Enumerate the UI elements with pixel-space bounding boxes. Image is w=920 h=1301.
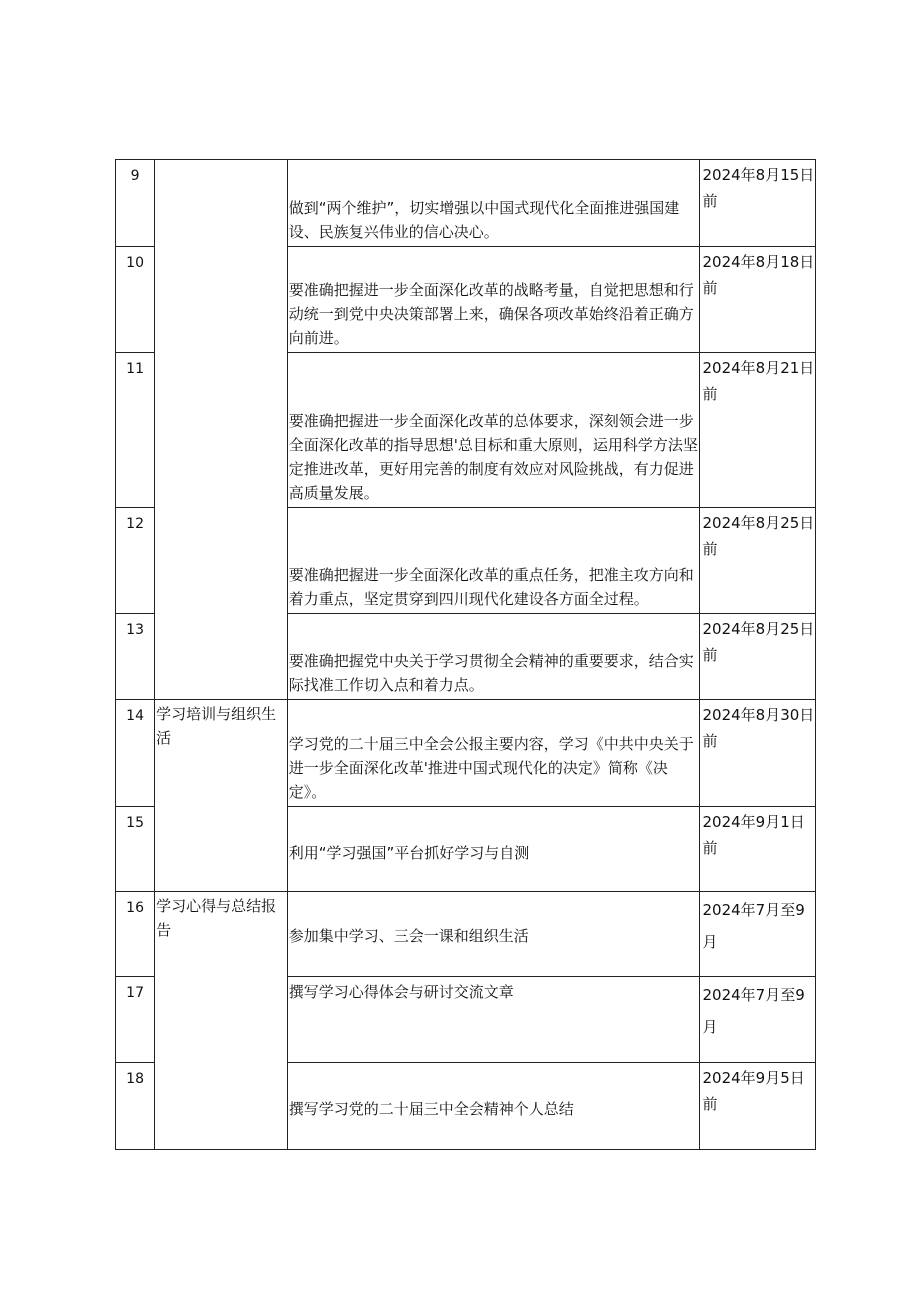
table-row	[116, 892, 816, 977]
row-number: 18	[116, 1063, 155, 1150]
row-number: 14	[116, 700, 155, 807]
task-cell: 撰写学习心得体会与研讨交流文章	[287, 977, 700, 1063]
task-cell: 要准确把握进一步全面深化改革的总体要求，深刻领会进一步全面深化改革的指导思想'总目标和重大原则，运用科学方法坚定推进改革，更好用完善的制度有效应对风险挑战，有力促进高质量发展。	[287, 353, 700, 508]
row-number: 12	[116, 508, 155, 614]
row-number: 11	[116, 353, 155, 508]
row-number: 10	[116, 247, 155, 353]
study-plan-table	[115, 159, 816, 1150]
task-cell: 参加集中学习、三会一课和组织生活	[287, 892, 700, 977]
task-cell: 学习党的二十届三中全会公报主要内容，学习《中共中央关于进一步全面深化改革'推进中国式现代化的决定》简称《决定》。	[287, 700, 700, 807]
table-row	[116, 160, 816, 247]
deadline-cell: 2024年9月5日前	[700, 1063, 816, 1150]
deadline-cell: 2024年7月至9月	[700, 892, 816, 977]
deadline-cell: 2024年8月18日前	[700, 247, 816, 353]
deadline-cell: 2024年8月25日前	[700, 508, 816, 614]
table-row	[116, 700, 816, 807]
task-cell: 利用“学习强国”平台抓好学习与自测	[287, 807, 700, 892]
row-number: 15	[116, 807, 155, 892]
task-cell: 要准确把握进一步全面深化改革的战略考量，自觉把思想和行动统一到党中央决策部署上来，确保各项改革始终沿着正确方向前进。	[287, 247, 700, 353]
row-number: 16	[116, 892, 155, 977]
deadline-cell: 2024年8月25日前	[700, 614, 816, 700]
deadline-cell: 2024年7月至9月	[700, 977, 816, 1063]
deadline-cell: 2024年8月15日前	[700, 160, 816, 247]
deadline-cell: 2024年8月21日前	[700, 353, 816, 508]
category-cell: 学习心得与总结报告	[155, 892, 288, 1150]
task-cell: 撰写学习党的二十届三中全会精神个人总结	[287, 1063, 700, 1150]
deadline-cell: 2024年8月30日前	[700, 700, 816, 807]
row-number: 13	[116, 614, 155, 700]
task-cell: 要准确把握党中央关于学习贯彻全会精神的重要要求，结合实际找准工作切入点和着力点。	[287, 614, 700, 700]
category-cell: 学习培训与组织生活	[155, 700, 288, 892]
row-number: 9	[116, 160, 155, 247]
category-cell-empty	[155, 160, 288, 700]
deadline-cell: 2024年9月1日前	[700, 807, 816, 892]
row-number: 17	[116, 977, 155, 1063]
task-cell: 要准确把握进一步全面深化改革的重点任务，把准主攻方向和着力重点，坚定贯穿到四川现代化建设各方面全过程。	[287, 508, 700, 614]
task-cell: 做到“两个维护”，切实增强以中国式现代化全面推进强国建设、民族复兴伟业的信心决心。	[287, 160, 700, 247]
